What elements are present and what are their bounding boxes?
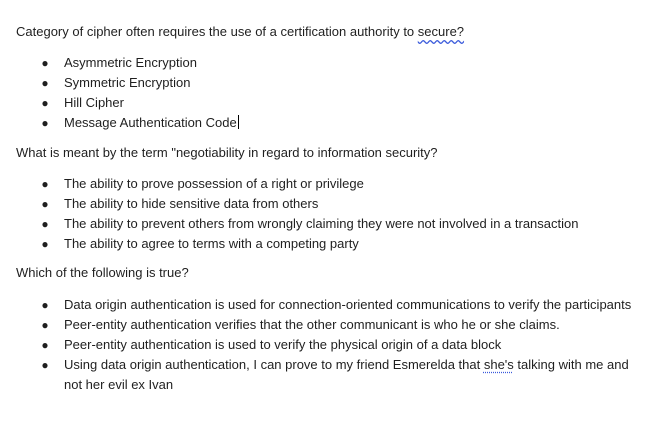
text-cursor (238, 115, 239, 129)
question-1 (16, 23, 464, 41)
list-item (16, 174, 636, 194)
bullet-icon: ● (41, 177, 49, 191)
option-text: Peer-entity authentication is used to verify the physical origin of a data block (64, 337, 502, 352)
option-text: The ability to prevent others from wrongly claiming they were not involved in a transaction (64, 216, 579, 231)
list-item (16, 355, 636, 395)
list-item (16, 335, 636, 355)
list-item (16, 113, 636, 133)
option-text: Message Authentication Code (64, 115, 237, 130)
flagged-word[interactable]: she's (483, 357, 514, 372)
list-item (16, 73, 636, 93)
bullet-icon: ● (41, 358, 49, 372)
bullet-icon: ● (41, 96, 49, 110)
list-item (16, 53, 636, 73)
question-2-options (16, 174, 636, 254)
option-text: Using data origin authentication, I can prove to my friend Esmerelda that (64, 357, 484, 372)
list-item (16, 93, 636, 113)
option-text-continued: talking with me and not her evil ex Ivan (64, 357, 629, 392)
list-item (16, 194, 636, 214)
bullet-icon: ● (41, 56, 49, 70)
option-text: Symmetric Encryption (64, 75, 191, 90)
list-item (16, 295, 636, 315)
option-text: Peer-entity authentication verifies that the other communicant is who he or she claims. (64, 317, 560, 332)
list-item (16, 315, 636, 335)
bullet-icon: ● (41, 237, 49, 251)
option-text: The ability to agree to terms with a competing party (64, 236, 359, 251)
question-1-flagged-word[interactable]: secure? (417, 24, 465, 39)
question-2 (16, 144, 438, 162)
question-3-options (16, 295, 636, 395)
bullet-icon: ● (41, 76, 49, 90)
option-text: Hill Cipher (64, 95, 124, 110)
list-item (16, 214, 636, 234)
option-text: The ability to hide sensitive data from others (64, 196, 319, 211)
bullet-icon: ● (41, 298, 49, 312)
question-2-text: What is meant by the term "negotiability in regard to information security? (16, 145, 438, 160)
bullet-icon: ● (41, 116, 49, 130)
question-1-options (16, 53, 636, 133)
list-item (16, 234, 636, 254)
question-3 (16, 264, 189, 282)
bullet-icon: ● (41, 197, 49, 211)
option-text: The ability to prove possession of a right or privilege (64, 176, 364, 191)
option-text: Asymmetric Encryption (64, 55, 197, 70)
question-3-text: Which of the following is true? (16, 265, 189, 280)
bullet-icon: ● (41, 338, 49, 352)
option-text: Data origin authentication is used for connection-oriented communications to verify the participants (64, 297, 632, 312)
bullet-icon: ● (41, 217, 49, 231)
bullet-icon: ● (41, 318, 49, 332)
question-1-text: Category of cipher often requires the use of a certification authority to (16, 24, 418, 39)
